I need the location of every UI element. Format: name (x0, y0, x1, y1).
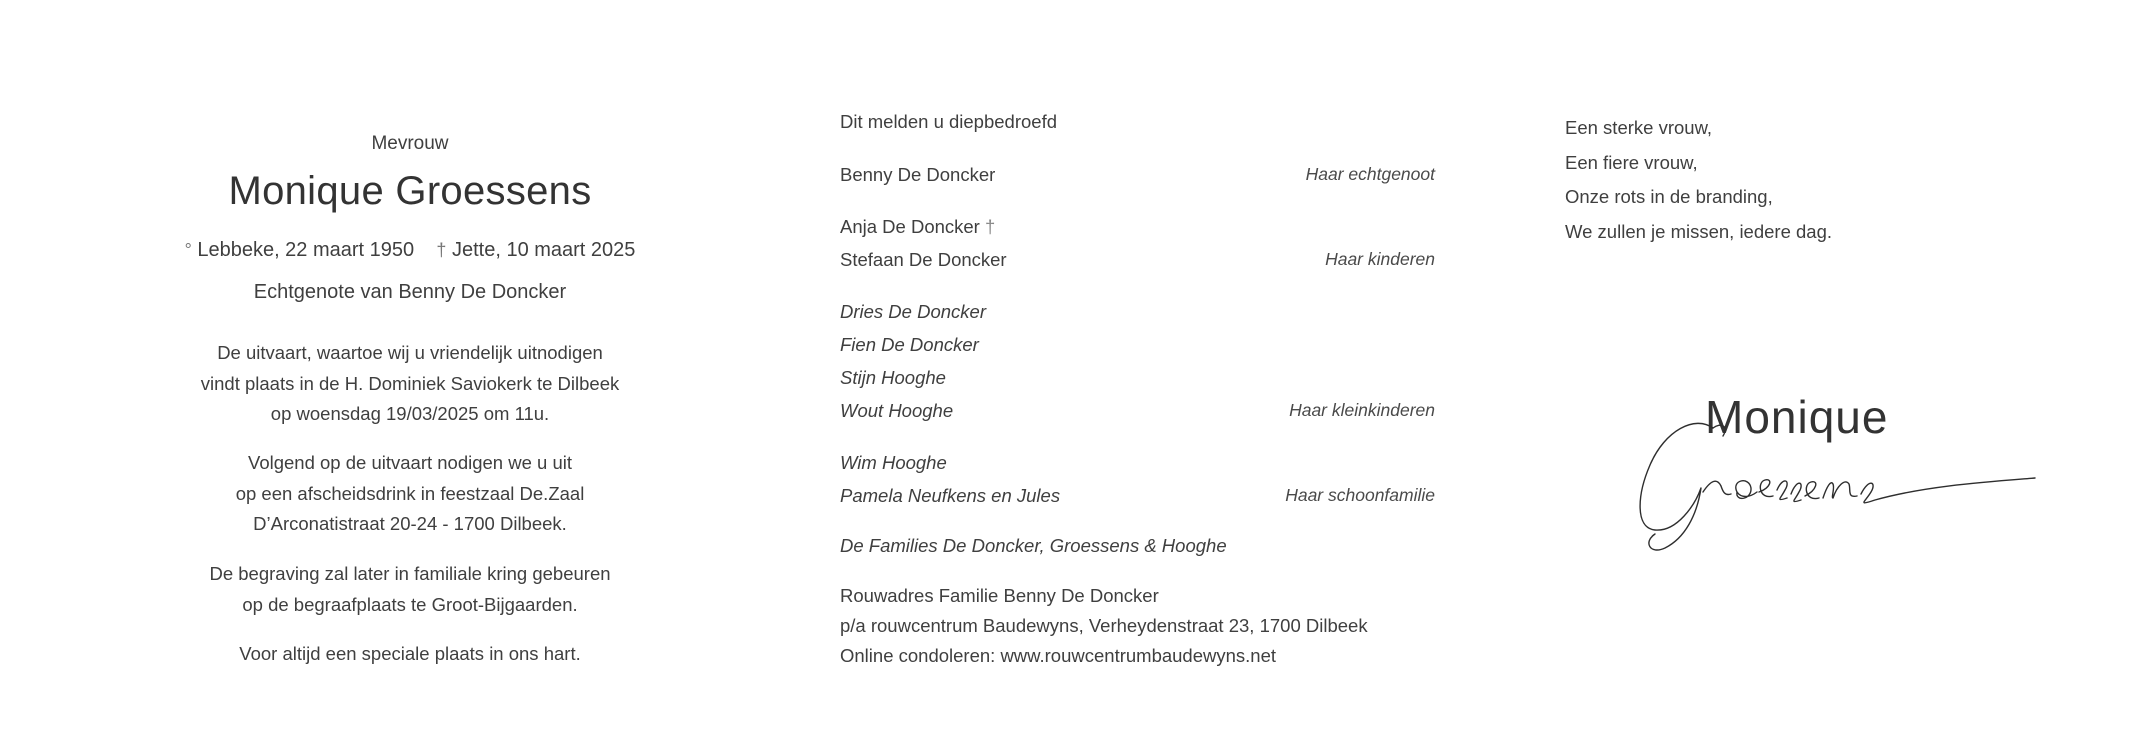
address-row (840, 615, 1435, 641)
text-line: De uitvaart, waartoe wij u vriendelijk uitnodigen (217, 342, 603, 363)
address-line: Rouwadres Familie Benny De Doncker (840, 585, 1159, 606)
relation-label: Haar kleinkinderen (1289, 400, 1435, 420)
dagger-symbol: † (984, 216, 996, 237)
family-member: Stijn Hooghe (840, 367, 946, 388)
family-member: Fien De Doncker (840, 334, 979, 355)
grandchild-row (840, 301, 1435, 327)
closing-line: Voor altijd een speciale plaats in ons hart. (239, 643, 581, 664)
signature-script (1625, 410, 2045, 560)
member-name: Anja De Doncker (840, 216, 980, 237)
address-line: p/a rouwcentrum Baudewyns, Verheydenstraat 23, 1700 Dilbeek (840, 615, 1368, 636)
poem-line: We zullen je missen, iedere dag. (1565, 220, 1833, 242)
inlaw-row (840, 452, 1435, 478)
life-dates (150, 239, 670, 262)
funeral-paragraph (150, 338, 670, 430)
burial-paragraph (150, 559, 670, 620)
child-row (840, 216, 1435, 242)
reception-paragraph (150, 448, 670, 540)
address-row (840, 645, 1435, 671)
family-member: Dries De Doncker (840, 301, 986, 322)
signature-first-name: Monique (1705, 391, 1889, 443)
death-symbol: † (436, 240, 447, 260)
family-member: Benny De Doncker (840, 164, 996, 185)
birth-info: Lebbeke, 22 maart 1950 (197, 239, 415, 261)
family-member (840, 216, 995, 238)
relation-label: Haar echtgenoot (1305, 164, 1435, 184)
child-row (840, 249, 1435, 275)
condolence-line: Online condoleren: www.rouwcentrumbaudewyns.net (840, 645, 1277, 666)
text-line: op woensdag 19/03/2025 om 11u. (270, 403, 550, 424)
poem (1565, 111, 1832, 249)
text-line: Volgend op de uitvaart nodigen we u uit (248, 452, 572, 473)
relation-label: Haar kinderen (1325, 249, 1435, 269)
grandchild-row (840, 367, 1435, 393)
text-line: vindt plaats in de H. Dominiek Saviokerk te Dilbeek (200, 372, 620, 394)
intro-text: Dit melden u diepbedroefd (840, 111, 1058, 132)
spouse-line: Echtgenote van Benny De Doncker (253, 281, 567, 303)
poem-line: Onze rots in de branding, (1565, 186, 1773, 207)
text-line: De begraving zal later in familiale kring gebeuren (209, 563, 611, 584)
poem-line: Een sterke vrouw, (1565, 117, 1713, 138)
deceased-name: Monique Groessens (228, 169, 592, 213)
family-member: Wout Hooghe (840, 400, 954, 421)
text-line: op een afscheidsdrink in feestzaal De.Zaal (235, 482, 585, 504)
intro-row (840, 111, 1435, 137)
spouse-row (840, 164, 1435, 190)
families-row (840, 535, 1435, 561)
birth-symbol: ° (184, 240, 192, 260)
family-member: Stefaan De Doncker (840, 249, 1007, 270)
family-member: Wim Hooghe (840, 452, 947, 473)
family-member: Pamela Neufkens en Jules (840, 485, 1061, 506)
poem-line: Een fiere vrouw, (1565, 151, 1698, 173)
families-line: De Families De Doncker, Groessens & Hooghe (840, 535, 1227, 556)
text-line: D’Arconatistraat 20-24 - 1700 Dilbeek. (253, 513, 567, 534)
inlaw-row (840, 485, 1435, 511)
relation-label: Haar schoonfamilie (1285, 485, 1435, 505)
grandchild-row (840, 400, 1435, 426)
address-row (840, 585, 1435, 611)
death-info: Jette, 10 maart 2025 (451, 239, 636, 261)
salutation: Mevrouw (371, 133, 449, 154)
grandchild-row (840, 334, 1435, 360)
text-line: op de begraafplaats te Groot-Bijgaarden. (242, 593, 578, 615)
